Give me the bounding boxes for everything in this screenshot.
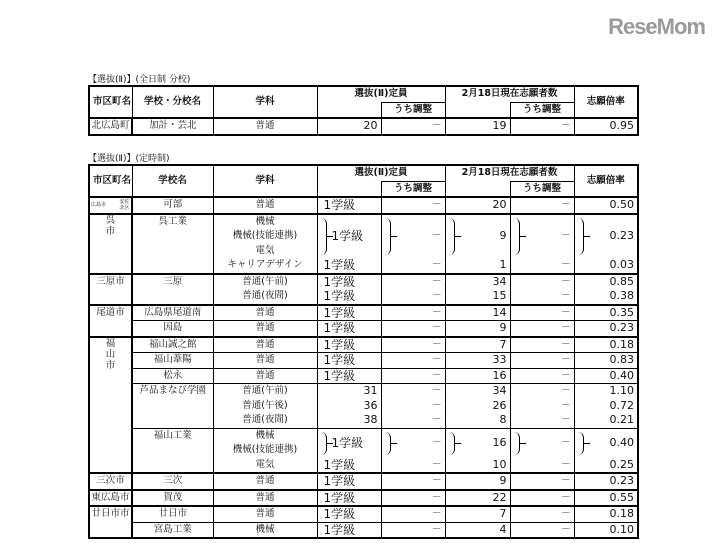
table-row <box>89 274 638 290</box>
header-spacer <box>445 181 510 197</box>
capacity: 1学級 <box>317 522 381 538</box>
applicants: 26 <box>445 399 510 414</box>
table1-title: 【選抜(Ⅱ)】(全日制 分校) <box>88 75 191 85</box>
school-name: 福山葦陽 <box>132 353 213 369</box>
header-spacer <box>317 102 381 118</box>
capacity-adjust: － <box>381 368 445 384</box>
header-spacer <box>445 102 510 118</box>
capacity-adjust <box>381 214 445 259</box>
applicants: 7 <box>445 337 510 353</box>
capacity: 1学級 <box>317 368 381 384</box>
dept-name: 機械(技能連携) <box>213 229 317 244</box>
capacity-adjust <box>381 428 445 458</box>
applicants: 33 <box>445 353 510 369</box>
capacity: 1学級 <box>317 458 381 474</box>
capacity <box>317 428 381 458</box>
dept-name: 機械 <box>213 214 317 230</box>
capacity: 31 <box>317 384 381 399</box>
applicants-adjust: － <box>510 490 574 507</box>
parttime-table <box>88 164 639 539</box>
table-row <box>89 197 638 214</box>
capacity: 1学級 <box>317 490 381 507</box>
applicants-adjust: － <box>510 353 574 369</box>
capacity-value: 1学級 <box>331 436 364 450</box>
city-name: 尾道市 <box>89 305 132 337</box>
header-city: 市区町名 <box>89 165 132 197</box>
school-name: 福山工業 <box>132 428 213 473</box>
applicants: 22 <box>445 490 510 507</box>
dept-name: 普通 <box>213 368 317 384</box>
dept-name: 普通 <box>213 321 317 337</box>
table-row <box>89 428 638 443</box>
school-name: 宮島工業 <box>132 522 213 538</box>
table-row <box>89 337 638 353</box>
header-ratio: 志願倍率 <box>574 86 638 118</box>
capacity-adjust-value: － <box>432 230 442 242</box>
header-capacity: 選抜(Ⅱ)定員 <box>317 165 445 181</box>
applicants-adjust: － <box>510 473 574 490</box>
applicants: 34 <box>445 274 510 290</box>
applicants: 1 <box>445 258 510 274</box>
header-app-adjust: うち調整 <box>510 181 574 197</box>
dept-name: 普通 <box>213 197 317 214</box>
applicants-adjust: － <box>510 506 574 522</box>
applicants <box>445 428 510 458</box>
applicants-adjust <box>510 428 574 458</box>
capacity: 1学級 <box>317 353 381 369</box>
dept-name: 普通(夜間) <box>213 289 317 305</box>
dept-name: 普通 <box>213 490 317 507</box>
ratio <box>574 428 638 458</box>
applicants: 20 <box>445 197 510 214</box>
city-label: 広島市 <box>91 202 107 208</box>
capacity-adjust: － <box>381 289 445 305</box>
capacity-adjust: － <box>381 522 445 538</box>
ward-label: 安佐北区 <box>119 199 130 211</box>
city-name: 三原市 <box>89 274 132 305</box>
table-row <box>89 118 638 135</box>
applicants: 15 <box>445 289 510 305</box>
capacity-adjust: － <box>381 305 445 321</box>
header-cap-adjust: うち調整 <box>381 102 445 118</box>
applicants-value: 9 <box>499 229 507 243</box>
capacity: 36 <box>317 399 381 414</box>
applicants-adjust-value: － <box>561 230 571 242</box>
capacity-adjust: － <box>381 473 445 490</box>
city-name: 廿日市市 <box>89 506 132 538</box>
table-row <box>89 214 638 230</box>
header-capacity: 選抜(Ⅱ)定員 <box>317 86 445 102</box>
header-city: 市区町名 <box>89 86 132 118</box>
brace-icon <box>576 432 584 455</box>
dept-name: キャリアデザイン <box>213 258 317 274</box>
ratio: 0.10 <box>574 522 638 538</box>
dept-name: 電気 <box>213 458 317 474</box>
ratio: 0.85 <box>574 274 638 290</box>
table-row <box>89 321 638 337</box>
dept-name: 普通 <box>213 337 317 353</box>
table-row <box>89 490 638 507</box>
applicants-adjust: － <box>510 289 574 305</box>
ratio: 0.95 <box>574 118 638 135</box>
applicants-adjust: － <box>510 337 574 353</box>
table-row <box>89 353 638 369</box>
school-name: 福山誠之館 <box>132 337 213 353</box>
applicants-adjust: － <box>510 399 574 414</box>
school-name: 芦品まなび学園 <box>132 384 213 429</box>
city-name: 北広島町 <box>89 118 132 135</box>
school-name: 松永 <box>132 368 213 384</box>
school-name: 加計・芸北 <box>132 118 213 135</box>
capacity: 1学級 <box>317 305 381 321</box>
dept-name: 普通(午後) <box>213 399 317 414</box>
capacity-value: 1学級 <box>331 229 364 244</box>
applicants: 14 <box>445 305 510 321</box>
capacity-adjust: － <box>381 399 445 414</box>
table2-title: 【選抜(Ⅱ)】(定時制) <box>88 154 170 164</box>
capacity: 1学級 <box>317 274 381 290</box>
school-name: 三原 <box>132 274 213 305</box>
school-name: 廿日市 <box>132 506 213 522</box>
capacity: 1学級 <box>317 289 381 305</box>
capacity-adjust: － <box>381 353 445 369</box>
applicants: 7 <box>445 506 510 522</box>
table-row <box>89 305 638 321</box>
ratio: 0.83 <box>574 353 638 369</box>
capacity-adjust: － <box>381 413 445 428</box>
applicants: 8 <box>445 413 510 428</box>
dept-name: 普通 <box>213 473 317 490</box>
header-ratio: 志願倍率 <box>574 165 638 197</box>
applicants-adjust: － <box>510 413 574 428</box>
fulltime-branch-table <box>88 85 639 136</box>
applicants-adjust: － <box>510 118 574 135</box>
ratio: 0.50 <box>574 197 638 214</box>
dept-name: 機械 <box>213 522 317 538</box>
applicants-adjust <box>510 214 574 259</box>
header-applicants: 2月18日現在志願者数 <box>445 165 574 181</box>
table-row <box>89 473 638 490</box>
applicants-adjust: － <box>510 384 574 399</box>
capacity-adjust: － <box>381 258 445 274</box>
dept-name: 電気 <box>213 244 317 259</box>
ratio: 0.23 <box>574 473 638 490</box>
school-name: 賀茂 <box>132 490 213 507</box>
capacity: 1学級 <box>317 321 381 337</box>
ratio: 1.10 <box>574 384 638 399</box>
applicants-adjust: － <box>510 522 574 538</box>
applicants: 4 <box>445 522 510 538</box>
city-name: 東広島市 <box>89 490 132 507</box>
dept-name: 普通 <box>213 118 317 135</box>
school-name: 因島 <box>132 321 213 337</box>
header-applicants: 2月18日現在志願者数 <box>445 86 574 102</box>
ratio: 0.55 <box>574 490 638 507</box>
applicants-adjust: － <box>510 305 574 321</box>
city-ward-label <box>91 198 130 211</box>
ratio <box>574 214 638 259</box>
applicants-adjust: － <box>510 458 574 474</box>
applicants <box>445 214 510 259</box>
ratio-value: 0.23 <box>609 229 635 243</box>
capacity: 20 <box>317 118 381 135</box>
applicants: 9 <box>445 321 510 337</box>
capacity-adjust: － <box>381 321 445 337</box>
ratio: 0.23 <box>574 321 638 337</box>
brace-icon <box>576 218 584 256</box>
brace-icon <box>447 218 455 256</box>
applicants: 9 <box>445 473 510 490</box>
capacity-adjust: － <box>381 274 445 290</box>
applicants-adjust: － <box>510 258 574 274</box>
header-school: 学校名 <box>132 165 213 197</box>
applicants-adjust: － <box>510 368 574 384</box>
city-name: 三次市 <box>89 473 132 490</box>
header-dept: 学科 <box>213 165 317 197</box>
applicants-adjust-value: － <box>561 437 571 448</box>
capacity-adjust: － <box>381 490 445 507</box>
city-label: 呉市 <box>105 214 116 237</box>
capacity: 1学級 <box>317 473 381 490</box>
capacity: 1学級 <box>317 258 381 274</box>
capacity: 38 <box>317 413 381 428</box>
applicants: 16 <box>445 368 510 384</box>
dept-name: 普通 <box>213 305 317 321</box>
ratio: 0.40 <box>574 368 638 384</box>
ratio: 0.03 <box>574 258 638 274</box>
brace-icon <box>383 218 391 256</box>
city-label: 福山市 <box>105 337 116 371</box>
city-name <box>89 337 132 474</box>
ratio: 0.21 <box>574 413 638 428</box>
brace-icon <box>319 432 327 455</box>
capacity-adjust: － <box>381 458 445 474</box>
table-row <box>89 522 638 538</box>
ratio: 0.35 <box>574 305 638 321</box>
ratio-value: 0.40 <box>609 436 635 449</box>
capacity-adjust: － <box>381 506 445 522</box>
brace-icon <box>447 432 455 455</box>
school-name: 三次 <box>132 473 213 490</box>
header-dept: 学科 <box>213 86 317 118</box>
header-cap-adjust: うち調整 <box>381 181 445 197</box>
ratio: 0.18 <box>574 337 638 353</box>
ratio: 0.25 <box>574 458 638 474</box>
brace-icon <box>512 218 520 256</box>
applicants-adjust: － <box>510 197 574 214</box>
table-row <box>89 368 638 384</box>
capacity: 1学級 <box>317 506 381 522</box>
ratio: 0.72 <box>574 399 638 414</box>
header-app-adjust: うち調整 <box>510 102 574 118</box>
capacity-adjust: － <box>381 118 445 135</box>
capacity: 1学級 <box>317 337 381 353</box>
capacity-adjust-value: － <box>432 437 442 448</box>
school-name: 可部 <box>132 197 213 214</box>
brace-icon <box>512 432 520 455</box>
ratio: 0.18 <box>574 506 638 522</box>
school-name: 呉工業 <box>132 214 213 274</box>
capacity <box>317 214 381 259</box>
resemom-logo: ReseMom <box>608 14 705 39</box>
capacity-adjust: － <box>381 197 445 214</box>
applicants-value: 16 <box>492 436 507 449</box>
table-row <box>89 506 638 522</box>
dept-name: 普通 <box>213 506 317 522</box>
brace-icon <box>319 218 327 256</box>
city-name <box>89 197 132 214</box>
applicants: 19 <box>445 118 510 135</box>
ratio: 0.38 <box>574 289 638 305</box>
capacity-adjust: － <box>381 384 445 399</box>
dept-name: 機械 <box>213 428 317 443</box>
header-school: 学校・分校名 <box>132 86 213 118</box>
table-row <box>89 384 638 399</box>
city-name <box>89 214 132 274</box>
brace-icon <box>383 432 391 455</box>
applicants-adjust: － <box>510 321 574 337</box>
applicants: 10 <box>445 458 510 474</box>
parttime-table-body <box>89 197 638 538</box>
school-name: 広島県尾道南 <box>132 305 213 321</box>
dept-name: 普通(午前) <box>213 384 317 399</box>
header-spacer <box>317 181 381 197</box>
dept-name: 機械(技能連携) <box>213 443 317 458</box>
applicants-adjust: － <box>510 274 574 290</box>
capacity-adjust: － <box>381 337 445 353</box>
dept-name: 普通 <box>213 353 317 369</box>
dept-name: 普通(夜間) <box>213 413 317 428</box>
applicants: 34 <box>445 384 510 399</box>
capacity: 1学級 <box>317 197 381 214</box>
dept-name: 普通(午前) <box>213 274 317 290</box>
